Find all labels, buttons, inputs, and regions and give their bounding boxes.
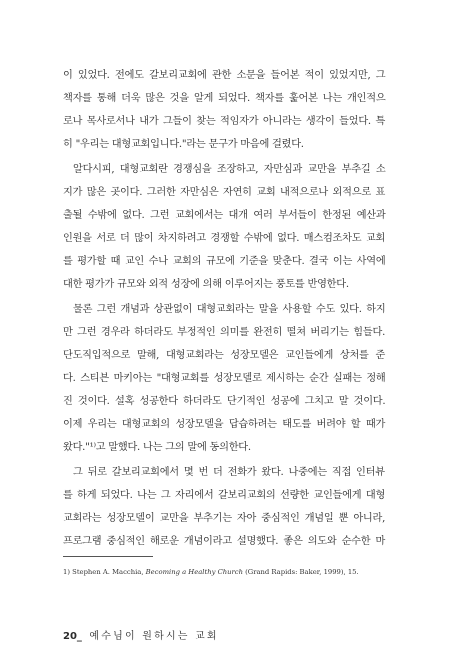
body-line: 이 있었다. 전에도 갈보리교회에 관한 소문을 들어본 적이 있었지만, 그 (63, 70, 386, 81)
footnote-author: Stephen A. Macchia, (72, 568, 144, 576)
body-line: 인원을 서로 더 많이 차지하려고 경쟁할 수밖에 없다. 매스컴조차도 교회 (63, 233, 386, 244)
body-line: 이제 우리는 대형교회의 성장모델을 답습하려는 태도를 버려야 할 때가 (63, 419, 386, 430)
body-line: 그 뒤로 갈보리교회에서 몇 번 더 전화가 왔다. 나중에는 직접 인터뷰 (73, 467, 385, 478)
body-line: 대한 평가가 규모와 외적 성장에 의해 이루어지는 풍토를 반영한다. (63, 279, 349, 290)
body-line: 로나 목사로서나 내가 그들이 찾는 적임자가 아니라는 생각이 들었다. 특 (63, 116, 386, 127)
body-line: 왔다."¹⁾고 말했다. 나는 그의 말에 동의한다. (63, 442, 251, 453)
footnote-marker: 1) (63, 568, 70, 576)
body-line: 다. 스티븐 마키아는 "대형교회를 성장모델로 제시하는 순간 실패는 정해 (63, 373, 386, 384)
body-line: 교회라는 성장모델이 교만을 부추기는 자아 중심적인 개념일 뿐 아니라, (63, 513, 386, 524)
body-line: 물론 그런 개념과 상관없이 대형교회라는 말을 사용할 수도 있다. 하지 (73, 304, 386, 315)
body-line: 진 것이다. 설혹 성공한다 하더라도 단기적인 성공에 그치고 말 것이다. (63, 396, 386, 407)
page-footer (63, 627, 219, 642)
body-line: 알다시피, 대형교회란 경쟁심을 조장하고, 자만심과 교만을 부추길 소 (73, 164, 386, 175)
footnote-book-title: Becoming a Healthy Church (145, 568, 243, 576)
footnote (63, 568, 359, 577)
body-line: 를 하게 되었다. 나는 그 자리에서 갈보리교회의 선량한 교인들에게 대형 (63, 490, 386, 501)
body-line: 프로그램 중심적인 해로운 개념이라고 설명했다. 좋은 의도와 순수한 마 (63, 536, 386, 547)
body-line: 를 평가할 때 교인 수나 교회의 규모에 기준을 맞춘다. 결국 이는 사역에 (63, 256, 386, 267)
page-number: 20 (63, 631, 77, 642)
body-line: 단도직입적으로 말해, 대형교회라는 성장모델은 교인들에게 상처를 준 (63, 350, 386, 361)
footnote-divider (63, 556, 153, 557)
body-line: 출될 수밖에 없다. 그런 교회에서는 대개 여러 부서들이 한정된 예산과 (63, 210, 386, 221)
running-title: 예수님이 원하시는 교회 (89, 631, 219, 642)
footer-separator: _ (76, 631, 82, 642)
body-line: 만 그런 경우라 하더라도 부정적인 의미를 완전히 떨쳐 버리기는 힘들다. (63, 327, 386, 338)
footnote-publication: (Grand Rapids: Baker, 1999), 15. (245, 568, 359, 576)
body-line: 히 "우리는 대형교회입니다."라는 문구가 마음에 걸렸다. (63, 139, 304, 150)
body-line: 책자를 통해 더욱 많은 것을 알게 되었다. 책자를 훑어본 나는 개인적으 (63, 93, 386, 104)
body-line: 지가 많은 곳이다. 그러한 자만심은 자연히 교회 내적으로나 외적으로 표 (63, 187, 386, 198)
